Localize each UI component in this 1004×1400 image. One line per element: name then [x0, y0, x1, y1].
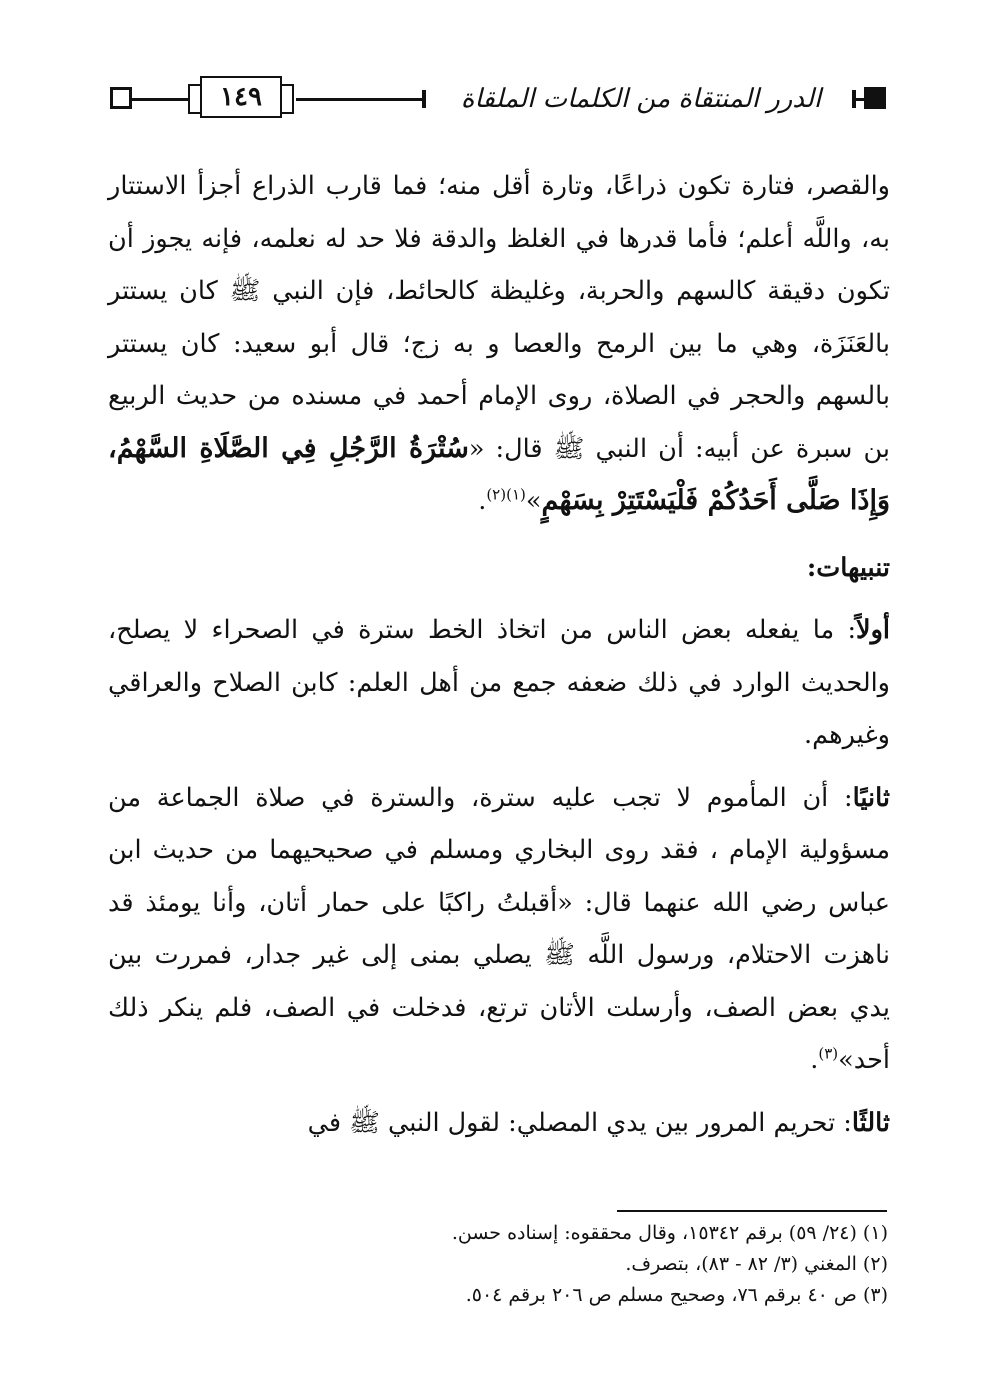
header-rule-left [132, 98, 192, 101]
page-header [110, 68, 886, 130]
header-ornament-right [864, 87, 886, 109]
paragraph-lead: ثانيًا [852, 782, 890, 813]
paragraph-end: . [810, 1045, 819, 1075]
paragraph-text: : ما يفعله بعض الناس من اتخاذ الخط سترة في الصحراء لا يصلح، والحديث الوارد في ذلك ضعفه جمع من أهل العلم: كابن الصلاح والعراقي وغيرهم. [108, 615, 890, 750]
footnote-separator [617, 1210, 887, 1212]
paragraph-text: : أن المأموم لا تجب عليه سترة، والسترة في صلاة الجماعة من مسؤولية الإمام ، فقد روى البخاري ومسلم في صحيحيهما من حديث ابن عباس رضي الله عنهما قال: «أقبلتُ راكبًا على حمار أتان، وأنا يومئذ قد ناهزت الاحتلام، ورسول اللَّه ﷺ يصلي بمنى إلى غير جدار، فمررت بين يدي بعض الصف، وأرسلت الأتان ترتع، فدخلت في الصف، فلم ينكر ذلك أحد» [108, 782, 890, 1075]
paragraph-lead: ثالثًا [851, 1107, 890, 1138]
footnote-refs: (١)(٢) [486, 485, 526, 504]
footnote-1: (١) (٢٤/ ٥٩) برقم ١٥٣٤٢، وقال محققوه: إسناده حسن. [451, 1222, 888, 1244]
footnote-3: (٣) ص ٤٠ برقم ٧٦، وصحيح مسلم ص ٢٠٦ برقم ٥٠٤. [465, 1284, 888, 1306]
header-ornament-left [110, 87, 132, 109]
header-rule-middle [296, 98, 426, 101]
paragraph-lead: أولاً [856, 615, 890, 645]
paragraph-text: والقصر، فتارة تكون ذراعًا، وتارة أقل منه؛ فما قارب الذراع أجزأ الاستتار به، واللَّه أعلم؛ فأما قدرها في الغلظ والدقة فلا حد له نعلمه، فإنه يجوز أن تكون دقيقة كالسهم والحربة، وغليظة كالحائط، فإن النبي ﷺ كان يستتر بالعَنَزَة، وهي ما بين الرمح والعصا و به زج؛ قال أبو سعيد: كان يستتر بالسهم والحجر في الصلاة، روى الإمام أحمد في مسنده من حديث الربيع بن سبرة عن أبيه: أن النبي ﷺ قال: « [108, 171, 891, 464]
book-title: الدرر المنتقاة من الكلمات الملقاة [460, 84, 822, 114]
paragraph-text: : تحريم المرور بين يدي المصلي: لقول النبي ﷺ في [307, 1107, 852, 1138]
footnotes [108, 1218, 888, 1311]
paragraph-third [108, 1097, 890, 1150]
quote-close: » [525, 486, 542, 516]
paragraph-end: . [478, 486, 487, 516]
hadith-quote: سُتْرَةُ الرَّجُلِ فِي الصَّلَاةِ السَّهْمُ، وَإِذَا صَلَّى أَحَدُكُمْ فَلْيَسْتَتِرْ بِسَهْمٍ [108, 432, 890, 516]
footnote-ref: (٣) [818, 1044, 839, 1063]
main-text [108, 160, 890, 1149]
paragraph-sutra-size [108, 160, 890, 528]
page-number: ١٤٩ [200, 76, 282, 118]
header-rule-tick [422, 90, 426, 108]
paragraph-second [108, 772, 890, 1087]
footnote-2: (٢) المغني (٣/ ٨٢ - ٨٣)، بتصرف. [625, 1253, 888, 1275]
paragraph-first [108, 604, 890, 762]
section-heading: تنبيهات: [806, 552, 890, 583]
